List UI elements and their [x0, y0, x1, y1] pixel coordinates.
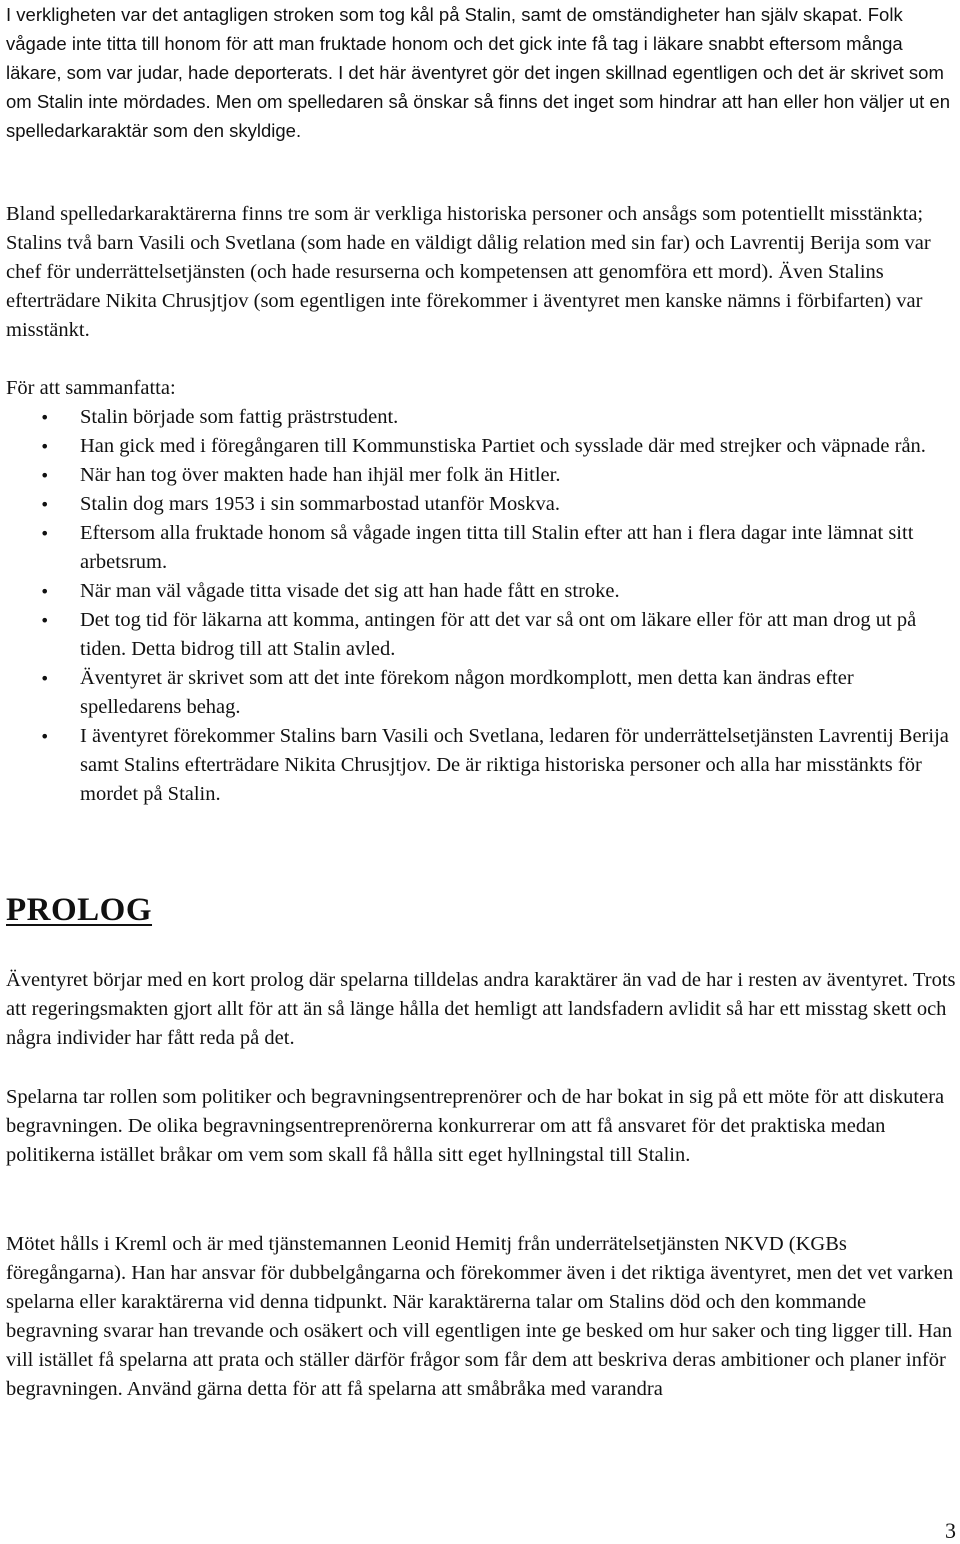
- list-item-text: Stalin dog mars 1953 i sin sommarbostad utanför Moskva.: [80, 493, 560, 515]
- bullet-icon: •: [40, 582, 50, 601]
- list-item: [6, 577, 956, 606]
- bullet-icon: •: [40, 408, 50, 427]
- list-item: [6, 519, 956, 577]
- list-item: [6, 490, 956, 519]
- list-item: [6, 403, 956, 432]
- bullet-icon: •: [40, 437, 50, 456]
- prolog-paragraph: Äventyret börjar med en kort prolog där spelarna tilldelas andra karaktärer än vad de har i resten av äventyret. Trots att regeringsmakten gjort allt för att än så länge hålla det hemligt att landsfadern avlidit så har ett misstag skett och några individer har fått reda på det.: [6, 969, 956, 1049]
- list-item-text: I äventyret förekommer Stalins barn Vasili och Svetlana, ledaren för underrättelsetjänsten Lavrentij Berija samt Stalins efterträdare Nikita Chrusjtjov. De är riktiga historiska personer och alla har misstänkts för mordet på Stalin.: [80, 725, 949, 805]
- prolog-paragraph: Spelarna tar rollen som politiker och begravningsentreprenörer och de har bokat in sig på ett möte för att diskutera begravningen. De olika begravningsentreprenörerna konkurrerar om att få ansvaret för det praktiska medan politikerna istället bråkar om vem som skall få hålla sitt eget hyllningstal till Stalin.: [6, 1086, 945, 1166]
- list-item: [6, 461, 956, 490]
- list-item-text: Det tog tid för läkarna att komma, antingen för att det var så ont om läkare eller för att man drog ut på tiden. Detta bidrog till att Stalin avled.: [80, 609, 917, 660]
- list-item-text: När man väl vågade titta visade det sig att han hade fått en stroke.: [80, 580, 620, 602]
- bullet-icon: •: [40, 669, 50, 688]
- suspects-paragraph: Bland spelledarkaraktärerna finns tre som är verkliga historiska personer och ansågs som potentiellt misstänkta; Stalins två barn Vasili och Svetlana (som hade en väldigt dålig relation med sin far) och Lavrentij Berija som var chef för underrättelsetjänsten (och hade resurserna och kompetensen att genomföra ett mord). Även Stalins efterträdare Nikita Chrusjtjov (som egentligen inte förekommer i äventyret men kanske nämns i förbifarten) var misstänkt.: [6, 203, 931, 341]
- bullet-icon: •: [40, 727, 50, 746]
- bullet-icon: •: [40, 524, 50, 543]
- prolog-paragraph: Mötet hålls i Kreml och är med tjänstemannen Leonid Hemitj från underrätelsetjänsten NKVD (KGBs föregångarna). Han har ansvar för dubbelgångarna och förekommer även i det riktiga äventyret, men det vet varken spelarna eller karaktärerna vid denna tidpunkt. När karaktärerna talar om Stalins död och den kommande begravning svarar han trevande och osäkert och vill egentligen inte ge besked om hur saker och ting ligger till. Han vill istället få spelarna att prata och ställer därför frågor som får dem att beskriva deras ambitioner och planer inför begravningen. Använd gärna detta för att få spelarna att småbråka med varandra: [6, 1233, 954, 1400]
- bullet-icon: •: [40, 495, 50, 514]
- list-item: [6, 664, 956, 722]
- list-item: [6, 722, 956, 809]
- summary-list: [6, 403, 956, 809]
- list-item-text: Eftersom alla fruktade honom så vågade ingen titta till Stalin efter att han i flera dagar inte lämnat sitt arbetsrum.: [80, 522, 914, 573]
- list-item-text: Stalin började som fattig prästrstudent.: [80, 406, 399, 428]
- bullet-icon: •: [40, 466, 50, 485]
- intro-paragraph: I verkligheten var det antagligen stroken som tog kål på Stalin, samt de omständigheter han själv skapat. Folk vågade inte titta till honom för att man fruktade honom och det gick inte få tag i läkare snabbt eftersom många läkare, som var judar, hade deporterats. I det här äventyret gör det ingen skillnad egentligen och det är skrivet som om Stalin inte mördades. Men om spelledaren så önskar så finns det inget som hindrar att han eller hon väljer ut en spelledarkaraktär som den skyldige.: [6, 4, 951, 141]
- list-item: [6, 606, 956, 664]
- section-heading: PROLOG: [6, 892, 153, 928]
- page-number: 3: [945, 1518, 956, 1543]
- list-item-text: När han tog över makten hade han ihjäl mer folk än Hitler.: [80, 464, 561, 486]
- list-item: [6, 432, 956, 461]
- list-item-text: Han gick med i föregångaren till Kommunstiska Partiet och sysslade där med strejker och väpnade rån.: [80, 435, 926, 457]
- list-item-text: Äventyret är skrivet som att det inte förekom någon mordkomplott, men detta kan ändras efter spelledarens behag.: [80, 667, 854, 718]
- summary-lead: För att sammanfatta:: [6, 377, 176, 399]
- bullet-icon: •: [40, 611, 50, 630]
